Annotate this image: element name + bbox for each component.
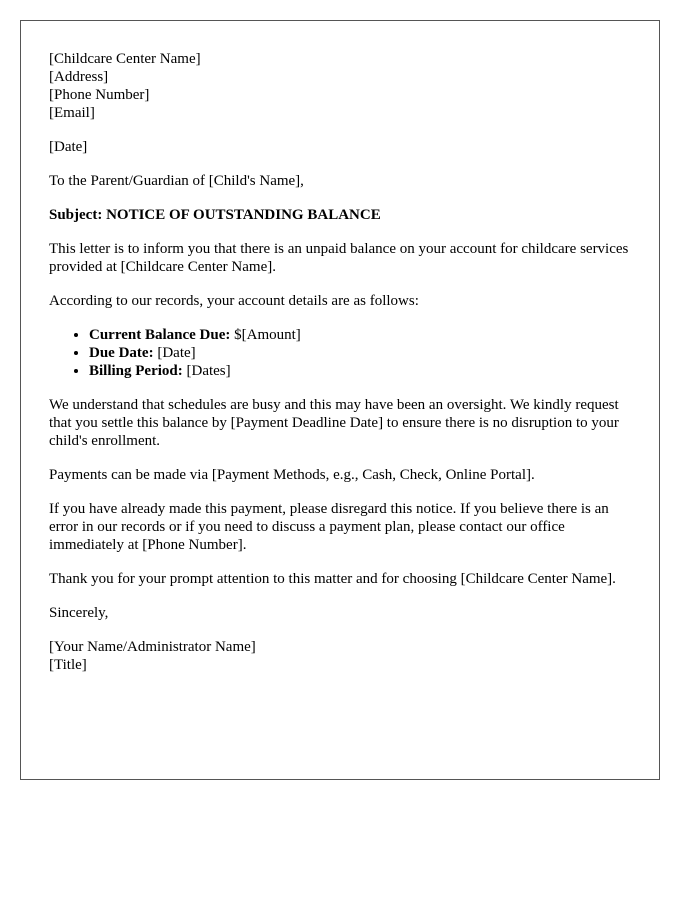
signature-title: [Title] [49, 657, 87, 673]
disregard-paragraph: If you have already made this payment, please disregard this notice. If you believe there is an error in our records or if you need to discuss a payment plan, please contact our office immediately at [Phone Number]. [49, 501, 609, 553]
sender-block [49, 50, 631, 122]
sender-phone: [Phone Number] [49, 87, 150, 103]
account-details-list [49, 326, 631, 380]
sender-address: [Address] [49, 69, 109, 85]
intro-paragraph: This letter is to inform you that there is an unpaid balance on your account for childcare services provided at [Childcare Center Name]. [49, 241, 629, 275]
detail-value: $[Amount] [234, 327, 301, 343]
detail-label: Billing Period: [89, 363, 183, 379]
list-item [89, 362, 631, 380]
sender-email: [Email] [49, 105, 95, 121]
detail-label: Due Date: [89, 345, 154, 361]
detail-label: Current Balance Due: [89, 327, 231, 343]
sender-name: [Childcare Center Name] [49, 51, 201, 67]
subject-line: Subject: NOTICE OF OUTSTANDING BALANCE [49, 207, 381, 223]
thanks-paragraph: Thank you for your prompt attention to this matter and for choosing [Childcare Center Name]. [49, 571, 616, 587]
signature-name: [Your Name/Administrator Name] [49, 639, 256, 655]
letter-page [20, 20, 660, 780]
signature-block [49, 638, 631, 674]
salutation: To the Parent/Guardian of [Child's Name], [49, 173, 304, 189]
letter-date: [Date] [49, 139, 88, 155]
list-item [89, 326, 631, 344]
records-paragraph: According to our records, your account details are as follows: [49, 293, 419, 309]
request-paragraph: We understand that schedules are busy and this may have been an oversight. We kindly request that you settle this balance by [Payment Deadline Date] to ensure there is no disruption to your child's enrollment. [49, 397, 619, 449]
list-item [89, 344, 631, 362]
detail-value: [Dates] [186, 363, 231, 379]
payments-paragraph: Payments can be made via [Payment Methods, e.g., Cash, Check, Online Portal]. [49, 467, 535, 483]
detail-value: [Date] [157, 345, 196, 361]
closing: Sincerely, [49, 605, 109, 621]
